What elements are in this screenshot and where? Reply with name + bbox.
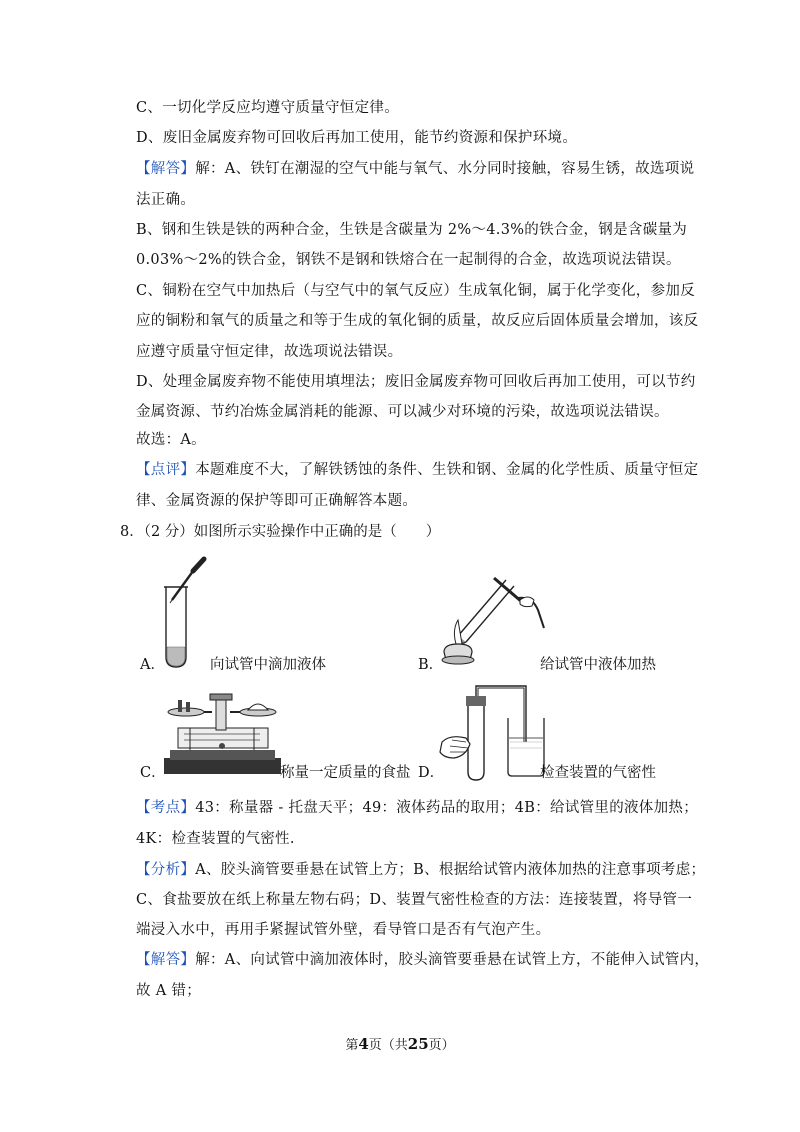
answer-tag: 【解答】 (136, 952, 196, 968)
text-line: D、处理金属废弃物不能使用填埋法；废旧金属废弃物可回收后再加工使用，可以节约 (136, 374, 696, 390)
text-line: C、一切化学反应均遵守质量守恒定律。 (136, 100, 399, 116)
airtightness-check-figure (436, 682, 546, 782)
text-line (136, 950, 709, 970)
text-line: 律、金属资源的保护等即可正确解答本题。 (136, 493, 418, 509)
footer-suffix: 页） (428, 1038, 455, 1053)
balance-figure (160, 688, 285, 778)
option-a-letter: A． (140, 657, 165, 673)
footer-middle: 页（共 (368, 1038, 408, 1053)
text-line (136, 860, 705, 880)
text-line: 法正确。 (136, 192, 196, 208)
text-line: 金属资源、节约冶炼金属消耗的能源、可以减少对环境的污染，故选项说法错误。 (136, 404, 669, 420)
option-c-letter: C． (140, 765, 166, 781)
text-line: C、食盐要放在纸上称量左物右码；D、装置气密性检查的方法：连接装置，将导管一 (136, 892, 693, 908)
answer-text: 解：A、向试管中滴加液体时，胶头滴管要垂悬在试管上方，不能伸入试管内， (195, 952, 710, 968)
current-page-number: 4 (358, 1035, 369, 1053)
option-b-letter: B． (418, 657, 444, 673)
heating-test-tube-figure (436, 560, 548, 670)
review-text: 本题难度不大，了解铁锈蚀的条件、生铁和钢、金属的化学性质、质量守恒定 (195, 462, 699, 478)
total-page-count: 25 (407, 1035, 429, 1053)
text-line: 应的铜粉和氧气的质量之和等于生成的氧化铜的质量，故反应后固体质量会增加，该反 (136, 313, 699, 329)
text-line: D、废旧金属废弃物可回收后再加工使用，能节约资源和保护环境。 (136, 130, 578, 146)
option-b-text: 给试管中液体加热 (540, 657, 656, 673)
kaodian-text: 43：称量器 - 托盘天平；49：液体药品的取用；4B：给试管里的液体加热； (195, 800, 698, 816)
option-d-letter: D． (418, 765, 445, 781)
text-line (136, 798, 698, 818)
answer-tag: 【解答】 (136, 161, 196, 177)
kaodian-tag: 【考点】 (136, 800, 196, 816)
option-c-text: 称量一定质量的食盐 (280, 765, 411, 781)
question-stem: 8．（2 分）如图所示实验操作中正确的是（ ） (120, 524, 441, 540)
text-line: 故选：A。 (136, 432, 206, 448)
dropper-test-tube-figure (158, 555, 218, 670)
text-line (136, 460, 698, 480)
analysis-text: A、胶头滴管要垂悬在试管上方；B、根据给试管内液体加热的注意事项考虑； (195, 862, 706, 878)
answer-text: 解：A、铁钉在潮湿的空气中能与氧气、水分同时接触，容易生锈，故选项说 (195, 161, 695, 177)
text-line: 故 A 错； (136, 983, 201, 999)
analysis-tag: 【分析】 (136, 862, 196, 878)
text-line: 应遵守质量守恒定律，故选项说法错误。 (136, 344, 403, 360)
text-line: B、钢和生铁是铁的两种合金，生铁是含碳量为 2%～4.3%的铁合金，钢是含碳量为 (136, 222, 688, 238)
footer-prefix: 第 (345, 1038, 359, 1053)
text-line (136, 159, 694, 179)
review-tag: 【点评】 (136, 462, 196, 478)
text-line: 4K：检查装置的气密性. (136, 831, 295, 847)
option-d-text: 检查装置的气密性 (540, 765, 656, 781)
text-line: C、铜粉在空气中加热后（与空气中的氧气反应）生成氧化铜，属于化学变化，参加反 (136, 283, 695, 299)
option-a-text: 向试管中滴加液体 (210, 657, 326, 673)
text-line: 0.03%～2%的铁合金，钢铁不是钢和铁熔合在一起制得的合金，故选项说法错误。 (136, 252, 681, 268)
text-line: 端浸入水中，再用手紧握试管外壁，看导管口是否有气泡产生。 (136, 922, 551, 938)
page-footer (0, 1034, 800, 1053)
